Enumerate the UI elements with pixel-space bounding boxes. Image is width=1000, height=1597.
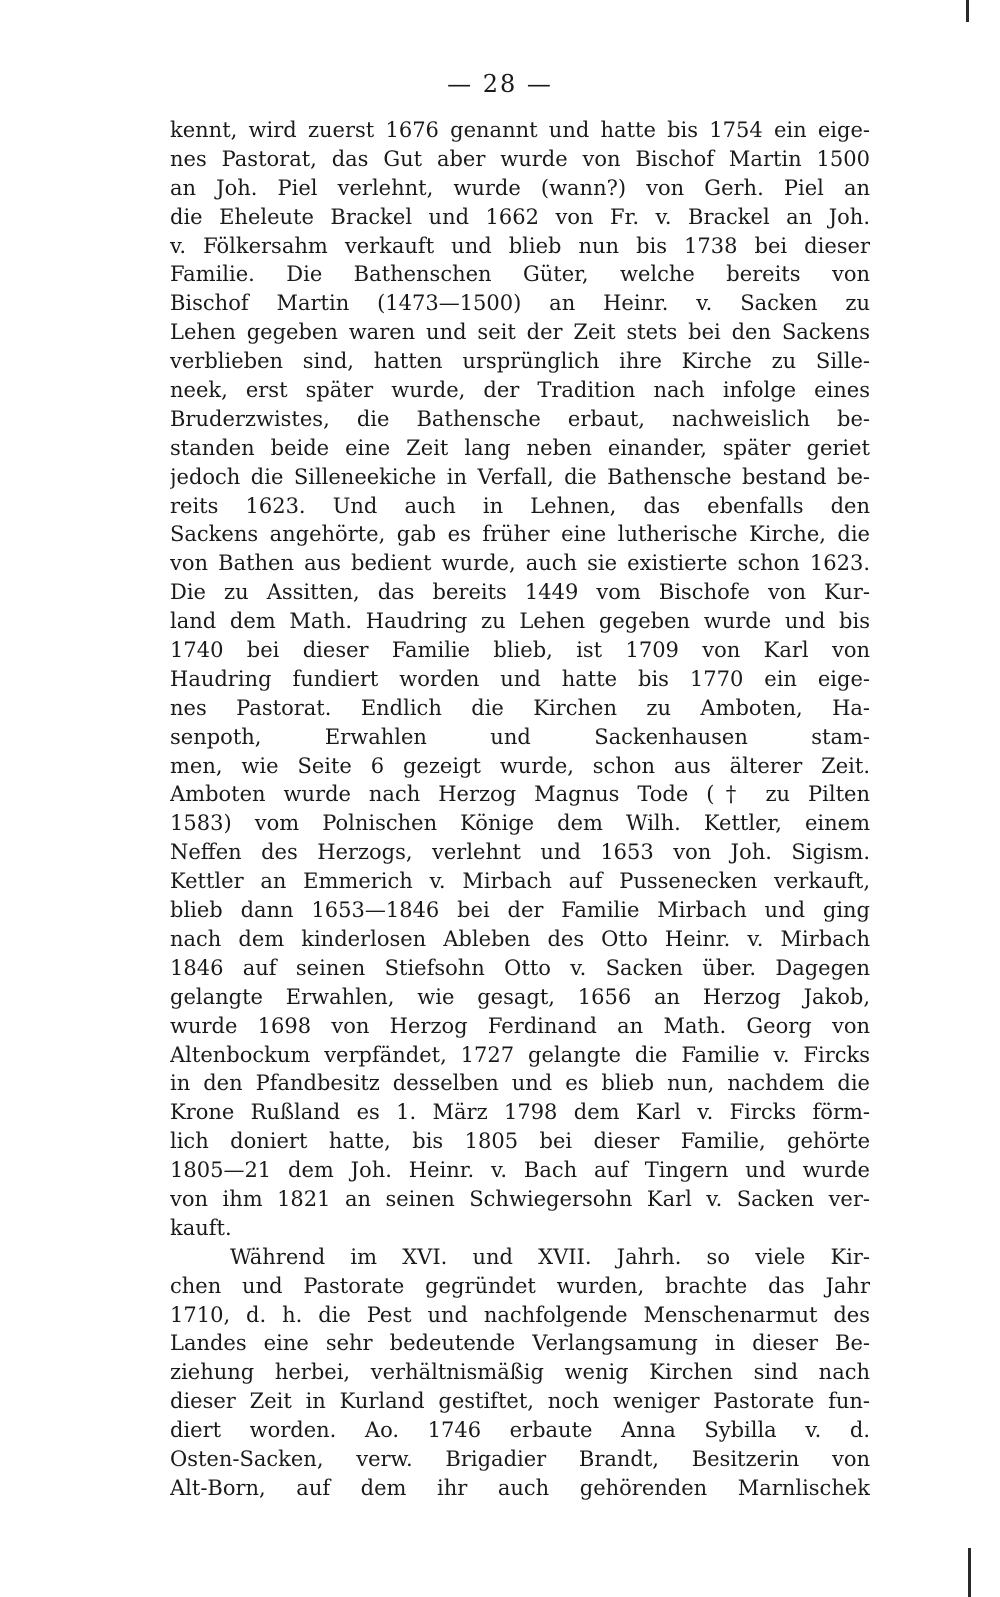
text-line: dieser Zeit in Kurland gestiftet, noch weniger Pastorate fun- [170,1389,870,1414]
text-line: Osten-Sacken, verw. Brigadier Brandt, Besitzerin von [170,1446,870,1471]
text-line: in den Pfandbesitz desselben und es blieb nun, nachdem die [170,1071,870,1096]
text-line: lich doniert hatte, bis 1805 bei dieser Familie, gehörte [170,1129,870,1154]
text-line: gelangte Erwahlen, wie gesagt, 1656 an Herzog Jakob, [170,984,870,1009]
text-line: Neffen des Herzogs, verlehnt und 1653 von Joh. Sigism. [170,840,870,865]
text-line: kauft. [170,1215,232,1240]
text-line: reits 1623. Und auch in Lehnen, das ebenfalls den [170,493,870,518]
text-line: ziehung herbei, verhältnismäßig wenig Kirchen sind nach [170,1360,870,1385]
text-line: die Eheleute Brackel und 1662 von Fr. v. Brackel an Joh. [170,204,870,229]
text-line: nes Pastorat, das Gut aber wurde von Bischof Martin 1500 [170,146,870,171]
text-line: land dem Math. Haudring zu Lehen gegeben wurde und bis [170,609,870,634]
text-line: men, wie Seite 6 gezeigt wurde, schon aus älterer Zeit. [170,753,870,778]
text-line: Alt-Born, auf dem ihr auch gehörenden Marnlischek [170,1475,870,1500]
text-line: 1583) vom Polnischen Könige dem Wilh. Kettler, einem [170,811,870,836]
text-line: verblieben sind, hatten ursprünglich ihre Kirche zu Sille- [170,349,870,374]
text-line: diert worden. Ao. 1746 erbaute Anna Sybilla v. d. [170,1418,870,1443]
margin-ink-mark-top [966,0,969,22]
text-line: v. Fölkersahm verkauft und blieb nun bis 1738 bei dieser [170,233,870,258]
text-line: Lehen gegeben waren und seit der Zeit stets bei den Sackens [170,320,870,345]
text-line: chen und Pastorate gegründet wurden, brachte das Jahr [170,1273,870,1298]
text-line: nes Pastorat. Endlich die Kirchen zu Amboten, Ha- [170,695,870,720]
text-line: standen beide eine Zeit lang neben einander, später geriet [170,435,870,460]
text-line: kennt, wird zuerst 1676 genannt und hatte bis 1754 ein eige- [170,118,870,142]
text-line: 1740 bei dieser Familie blieb, ist 1709 von Karl von [170,638,870,663]
text-line: von Bathen aus bedient wurde, auch sie existierte schon 1623. [170,551,870,576]
text-line: Bischof Martin (1473—1500) an Heinr. v. Sacken zu [170,291,870,316]
text-line: Kettler an Emmerich v. Mirbach auf Pussenecken verkauft, [170,869,870,894]
text-line: an Joh. Piel verlehnt, wurde (wann?) von Gerh. Piel an [170,175,870,200]
text-line: neek, erst später wurde, der Tradition nach infolge eines [170,378,870,403]
text-line: Amboten wurde nach Herzog Magnus Tode († zu Pilten [170,782,870,807]
text-line: Sackens angehörte, gab es früher eine lutherische Kirche, die [170,522,870,547]
text-line: von ihm 1821 an seinen Schwiegersohn Karl v. Sacken ver- [170,1186,870,1211]
text-line: nach dem kinderlosen Ableben des Otto Heinr. v. Mirbach [170,926,870,951]
text-line: 1846 auf seinen Stiefsohn Otto v. Sacken über. Dagegen [170,955,870,980]
text-line: Während im XVI. und XVII. Jahrh. so viele Kir- [230,1244,870,1269]
text-line: Familie. Die Bathenschen Güter, welche bereits von [170,262,870,287]
text-line: Bruderzwistes, die Bathensche erbaut, nachweislich be- [170,406,870,431]
text-line: 1710, d. h. die Pest und nachfolgende Menschenarmut des [170,1302,870,1327]
text-line: wurde 1698 von Herzog Ferdinand an Math. Georg von [170,1013,870,1038]
page-number: — 28 — [447,70,553,98]
body-text [170,116,870,1503]
text-line: Landes eine sehr bedeutende Verlangsamung in dieser Be- [170,1331,870,1356]
text-line: senpoth, Erwahlen und Sackenhausen stam- [170,724,870,749]
margin-ink-mark-bottom [968,1548,971,1597]
text-line: 1805—21 dem Joh. Heinr. v. Bach auf Tingern und wurde [170,1158,870,1183]
text-line: Haudring fundiert worden und hatte bis 1770 ein eige- [170,666,870,691]
text-line: jedoch die Silleneekiche in Verfall, die Bathensche bestand be- [170,464,870,489]
text-line: Altenbockum verpfändet, 1727 gelangte die Familie v. Fircks [170,1042,870,1067]
text-line: Die zu Assitten, das bereits 1449 vom Bischofe von Kur- [170,580,870,605]
text-line: blieb dann 1653—1846 bei der Familie Mirbach und ging [170,898,870,923]
text-line: Krone Rußland es 1. März 1798 dem Karl v. Fircks förm- [170,1100,870,1125]
